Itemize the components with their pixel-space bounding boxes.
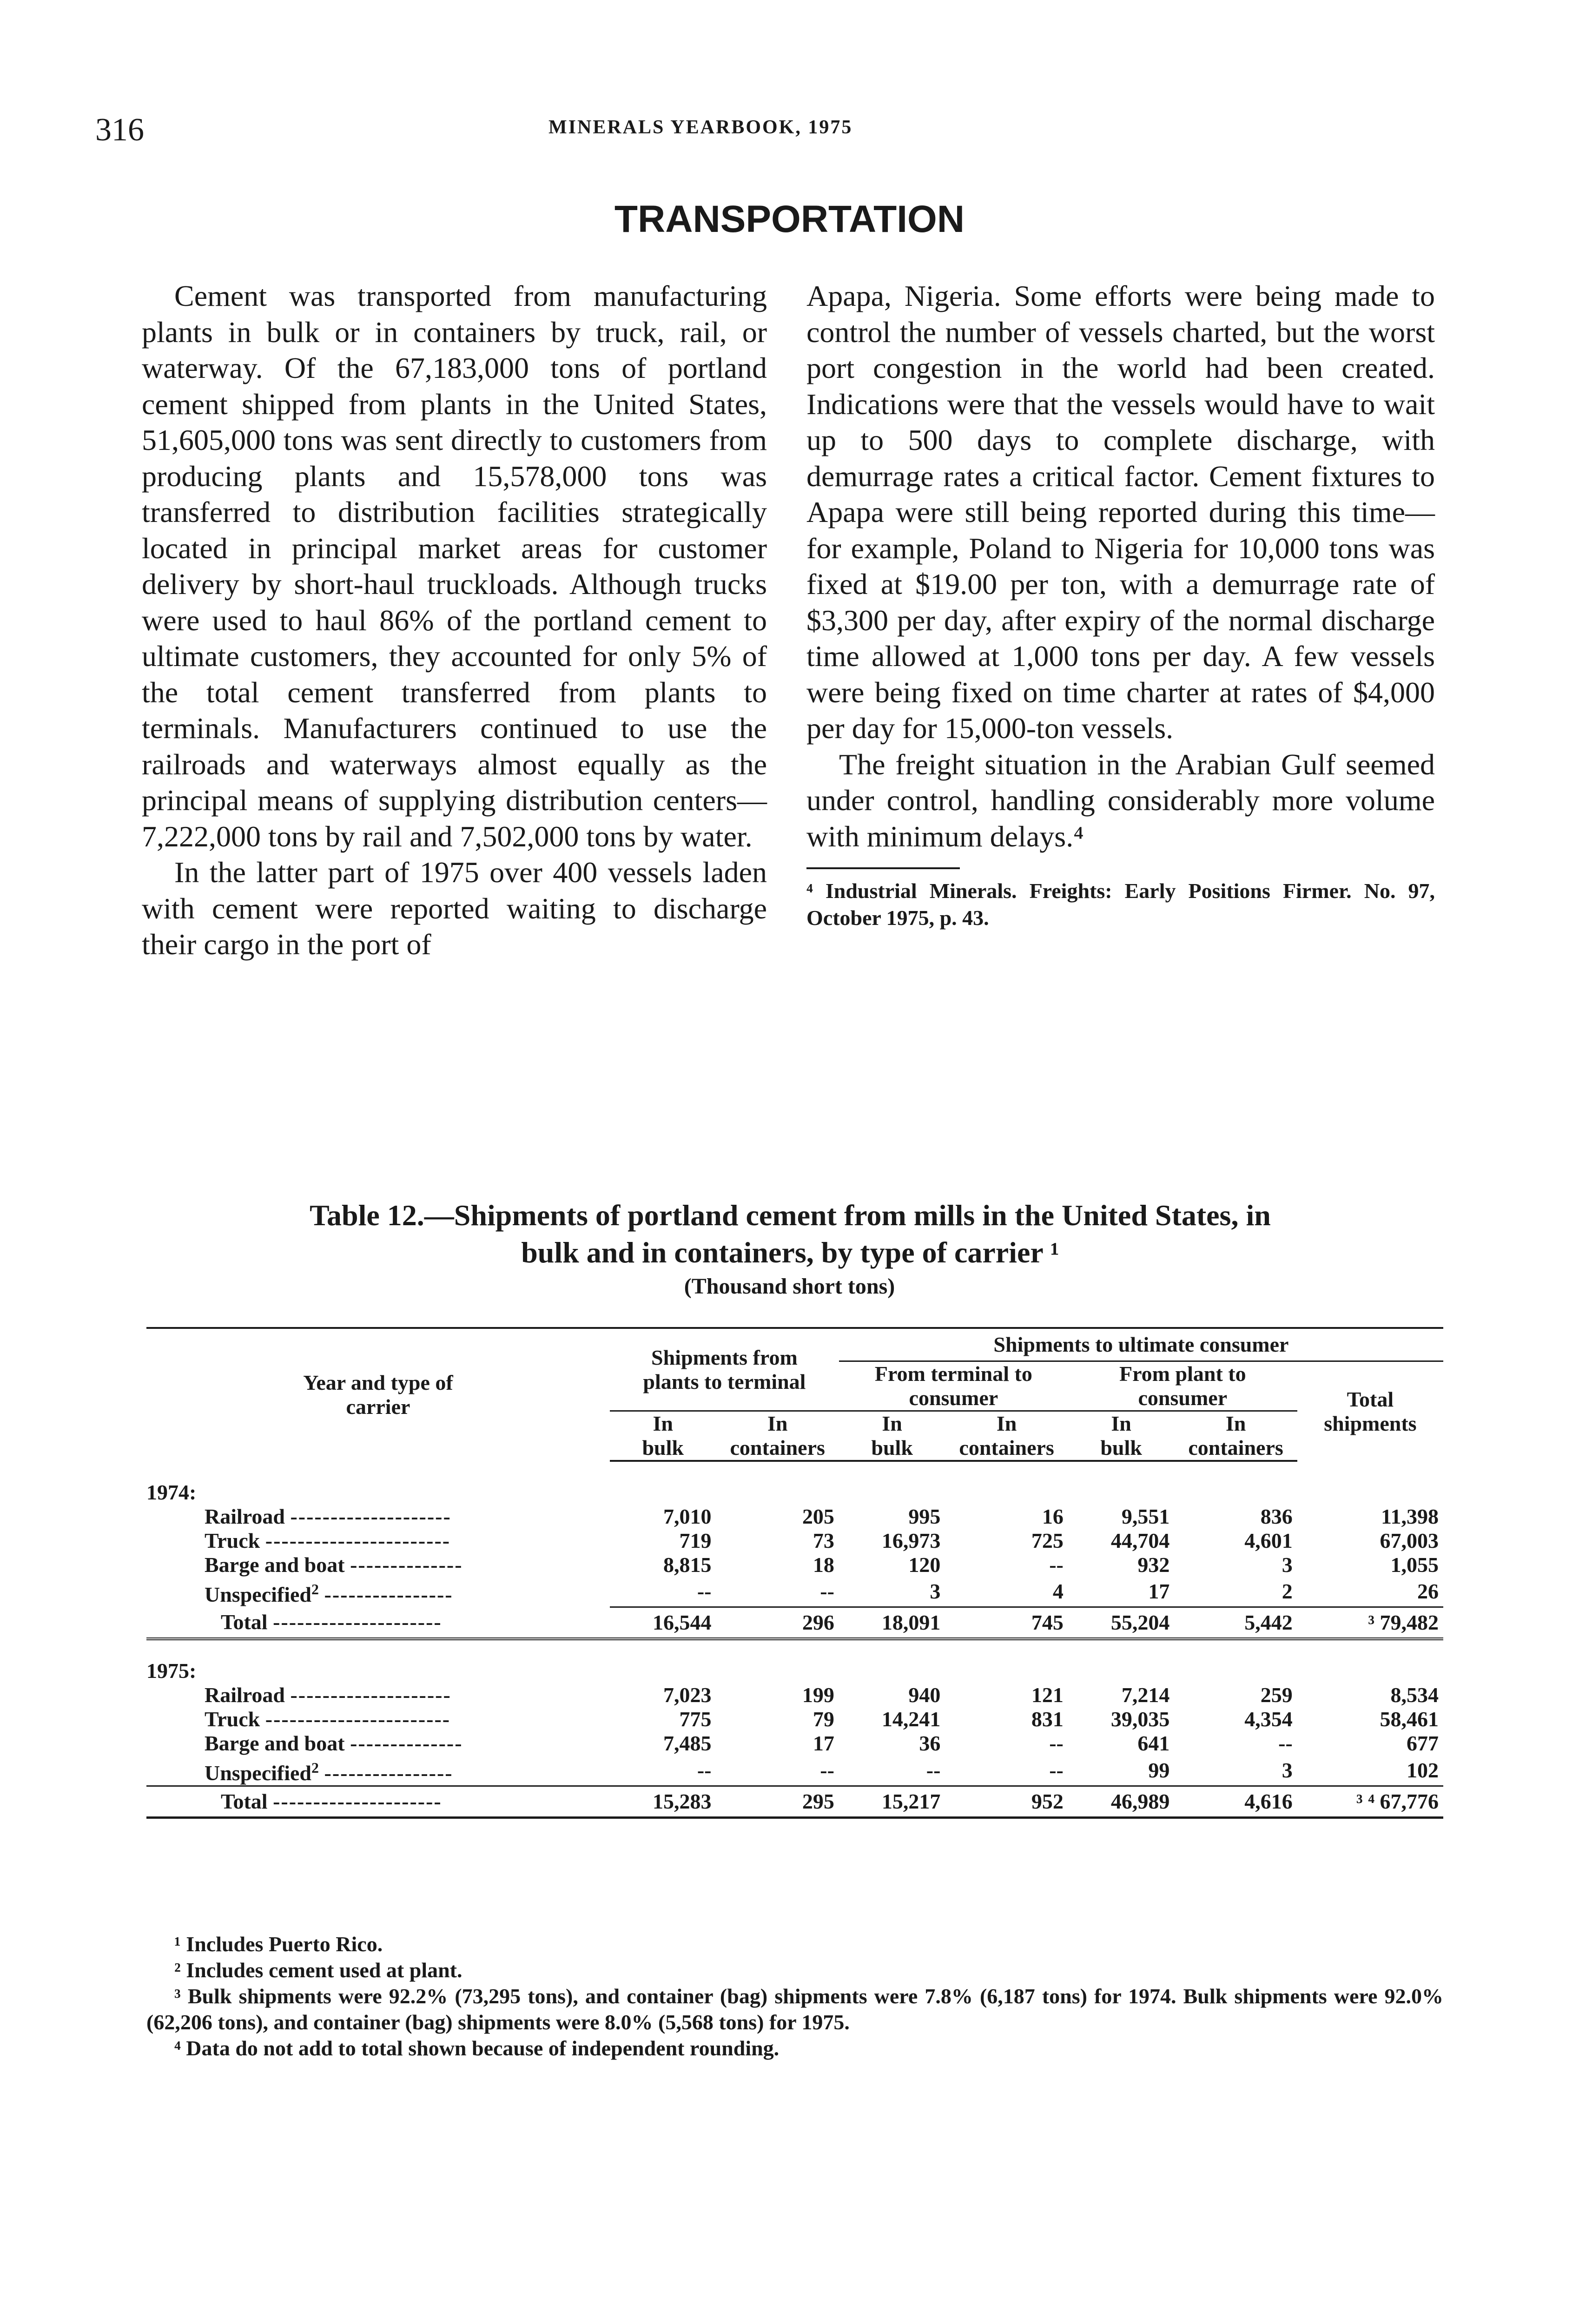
left-column — [142, 278, 767, 963]
table-units: (Thousand short tons) — [684, 1274, 895, 1299]
cell: 55,204 — [1068, 1607, 1175, 1639]
header-in-bulk: In bulk — [839, 1411, 945, 1461]
cell: 940 — [908, 1683, 941, 1707]
right-column — [806, 278, 1435, 931]
cell: 16,544 — [610, 1607, 716, 1639]
cell: 3 — [930, 1579, 941, 1604]
cell: 14,241 — [881, 1707, 941, 1731]
cell: 952 — [945, 1786, 1068, 1817]
cell: 719 — [679, 1529, 712, 1552]
cell: 4,354 — [1244, 1707, 1293, 1731]
header-from-terminal: From terminal to consumer — [874, 1362, 1032, 1410]
cell: 5,442 — [1174, 1607, 1297, 1639]
cell: -- — [697, 1758, 712, 1782]
paragraph: The freight situation in the Arabian Gulf seemed under control, handling considerably more volume with minimum delays.⁴ — [806, 747, 1435, 853]
header-in-bulk: In bulk — [610, 1411, 716, 1461]
row-label: Unspecified$^2$ ---------------- — [205, 1759, 453, 1785]
cell: 26 — [1417, 1579, 1439, 1604]
cell: 17 — [1148, 1579, 1170, 1604]
cell: 18 — [813, 1553, 834, 1577]
table-note: ³ Bulk shipments were 92.2% (73,295 tons), and container (bag) shipments were 7.8% (6,187 tons) for 1974. Bulk shipments were 92.0% (62,206 tons), and container (bag) shipments were 8.0% (5,568 tons) for 1975. — [146, 1984, 1443, 2034]
row-label: Total --------------------- — [146, 1786, 610, 1817]
cell: 7,214 — [1121, 1683, 1170, 1707]
header-in-containers: In containers — [945, 1411, 1068, 1461]
header-from-plant: From plant to consumer — [1119, 1362, 1246, 1410]
cell: 745 — [945, 1607, 1068, 1639]
cell: 295 — [716, 1786, 839, 1817]
table-row — [146, 1505, 1443, 1529]
cell: 205 — [802, 1505, 834, 1528]
cell: 3 — [1282, 1553, 1293, 1577]
paragraph: Cement was transported from manufacturing plants in bulk or in containers by truck, rail, or waterway. Of the 67,183,000 tons of portland cement shipped from plants in the United States, 51,605,000 tons was sent directly to customers from producing plants and 15,578,000 tons was transferred to distribution facilities strategically located in principal market areas for customer delivery by short-haul truckloads. Although trucks were used to haul 86% of the portland cement to ultimate customers, they accounted for only 5% of the total cement transferred from plants to terminals. Manufacturers continued to use the railroads and waterways almost equally as the principal means of supplying distribution centers—7,222,000 tons by rail and 7,502,000 tons by water. — [142, 279, 767, 853]
table-row — [146, 1731, 1443, 1756]
cell: -- — [1049, 1758, 1064, 1782]
cell: 296 — [716, 1607, 839, 1639]
footnote-divider — [806, 867, 960, 869]
header-stub: Year and type of carrier — [146, 1328, 610, 1461]
table-note: ⁴ Data do not add to total shown because of independent rounding. — [174, 2036, 780, 2060]
cell: 4 — [1052, 1579, 1064, 1604]
cell: 15,283 — [610, 1786, 716, 1817]
cell: 121 — [1031, 1683, 1064, 1707]
table-row — [146, 1756, 1443, 1786]
table-caption-line: Table 12.—Shipments of portland cement from mills in the United States, in — [310, 1199, 1271, 1232]
cell: 18,091 — [839, 1607, 945, 1639]
cell: 4,601 — [1244, 1529, 1293, 1552]
cell: -- — [1278, 1731, 1293, 1755]
row-label: Railroad -------------------- — [205, 1505, 451, 1528]
cell: -- — [820, 1758, 834, 1782]
cell: 73 — [813, 1529, 834, 1552]
cell: 4,616 — [1174, 1786, 1297, 1817]
cell: 831 — [1031, 1707, 1064, 1731]
cell: 775 — [679, 1707, 712, 1731]
cell: 677 — [1407, 1731, 1439, 1755]
cell: 725 — [1031, 1529, 1064, 1552]
header-plants-to-terminal: Shipments from plants to terminal — [610, 1328, 839, 1411]
row-label: Barge and boat -------------- — [205, 1731, 463, 1755]
row-label: Truck ----------------------- — [205, 1529, 451, 1552]
row-label: Total --------------------- — [146, 1607, 610, 1639]
cell: 8,534 — [1390, 1683, 1439, 1707]
cell: 16,973 — [881, 1529, 941, 1552]
table-caption — [195, 1197, 1385, 1271]
cell: 932 — [1137, 1553, 1170, 1577]
cell: 641 — [1137, 1731, 1170, 1755]
total-row — [146, 1786, 1443, 1817]
header-ultimate-consumer: Shipments to ultimate consumer — [839, 1328, 1443, 1361]
row-label: Barge and boat -------------- — [205, 1553, 463, 1577]
cell: 7,485 — [663, 1731, 712, 1755]
header-in-containers: In containers — [716, 1411, 839, 1461]
cell: 15,217 — [839, 1786, 945, 1817]
cell: 16 — [1042, 1505, 1064, 1528]
cell: -- — [1049, 1731, 1064, 1755]
header-total: Total shipments — [1324, 1387, 1417, 1435]
cell: 3 — [1282, 1758, 1293, 1782]
row-label: Railroad -------------------- — [205, 1683, 451, 1707]
year-row — [146, 1461, 1443, 1505]
cell: ³ 79,482 — [1297, 1607, 1443, 1639]
page-number: 316 — [95, 112, 144, 148]
cell: 11,398 — [1381, 1505, 1439, 1528]
cell: 120 — [908, 1553, 941, 1577]
section-title: TRANSPORTATION — [614, 198, 965, 240]
table-row — [146, 1683, 1443, 1707]
table-row — [146, 1553, 1443, 1577]
cell: 199 — [802, 1683, 834, 1707]
total-row — [146, 1607, 1443, 1639]
cell: 995 — [908, 1505, 941, 1528]
cell: -- — [926, 1758, 941, 1782]
cell: ³ ⁴ 67,776 — [1297, 1786, 1443, 1817]
header-in-containers: In containers — [1174, 1411, 1297, 1461]
paragraph: Apapa, Nigeria. Some efforts were being made to control the number of vessels charted, but the worst port congestion in the world had been created. Indications were that the vessels would have to wait up to 500 days to complete discharge, with demurrage rates a critical factor. Cement fixtures to Apapa were still being reported during this time—for example, Poland to Nigeria for 10,000 tons was fixed at $19.00 per ton, with a demurrage rate of $3,300 per day, after expiry of the normal discharge time allowed at 1,000 tons per day. A few vessels were being fixed on time charter at rates of $4,000 per day for 15,000-ton vessels. — [806, 279, 1435, 745]
table-row — [146, 1529, 1443, 1553]
row-label: Truck ----------------------- — [205, 1707, 451, 1731]
cell: -- — [1049, 1553, 1064, 1577]
cell: 44,704 — [1110, 1529, 1170, 1552]
table-caption-line: bulk and in containers, by type of carrier ¹ — [521, 1236, 1059, 1269]
cell: -- — [697, 1579, 712, 1604]
cell: 7,010 — [663, 1505, 712, 1528]
cell: 46,989 — [1068, 1786, 1175, 1817]
cell: 58,461 — [1380, 1707, 1439, 1731]
cell: 836 — [1260, 1505, 1293, 1528]
table-row — [146, 1577, 1443, 1607]
cell: 79 — [813, 1707, 834, 1731]
table-note: ¹ Includes Puerto Rico. — [174, 1932, 383, 1956]
footnote: ⁴ Industrial Minerals. Freights: Early Positions Firmer. No. 97, October 1975, p. 43. — [806, 879, 1435, 930]
table-notes — [146, 1931, 1443, 2061]
cell: 7,023 — [663, 1683, 712, 1707]
table-row — [146, 1707, 1443, 1731]
cell: 99 — [1148, 1758, 1170, 1782]
cell: 102 — [1407, 1758, 1439, 1782]
cell: 67,003 — [1380, 1529, 1439, 1552]
cell: 17 — [813, 1731, 834, 1755]
table-note: ² Includes cement used at plant. — [174, 1958, 462, 1982]
cell: 36 — [919, 1731, 941, 1755]
cell: -- — [820, 1579, 834, 1604]
cell: 9,551 — [1121, 1505, 1170, 1528]
header-in-bulk: In bulk — [1068, 1411, 1175, 1461]
cell: 259 — [1260, 1683, 1293, 1707]
shipments-table — [146, 1327, 1443, 1819]
running-head: MINERALS YEARBOOK, 1975 — [548, 117, 853, 138]
cell: 2 — [1282, 1579, 1293, 1604]
cell: 8,815 — [663, 1553, 712, 1577]
year-label: 1974: — [146, 1480, 197, 1504]
year-label: 1975: — [146, 1658, 197, 1683]
row-label: Unspecified$^2$ ---------------- — [205, 1581, 453, 1606]
cell: 39,035 — [1110, 1707, 1170, 1731]
cell: 1,055 — [1390, 1553, 1439, 1577]
year-row — [146, 1639, 1443, 1683]
paragraph: In the latter part of 1975 over 400 vessels laden with cement were reported waiting to discharge their cargo in the port of — [142, 856, 767, 961]
